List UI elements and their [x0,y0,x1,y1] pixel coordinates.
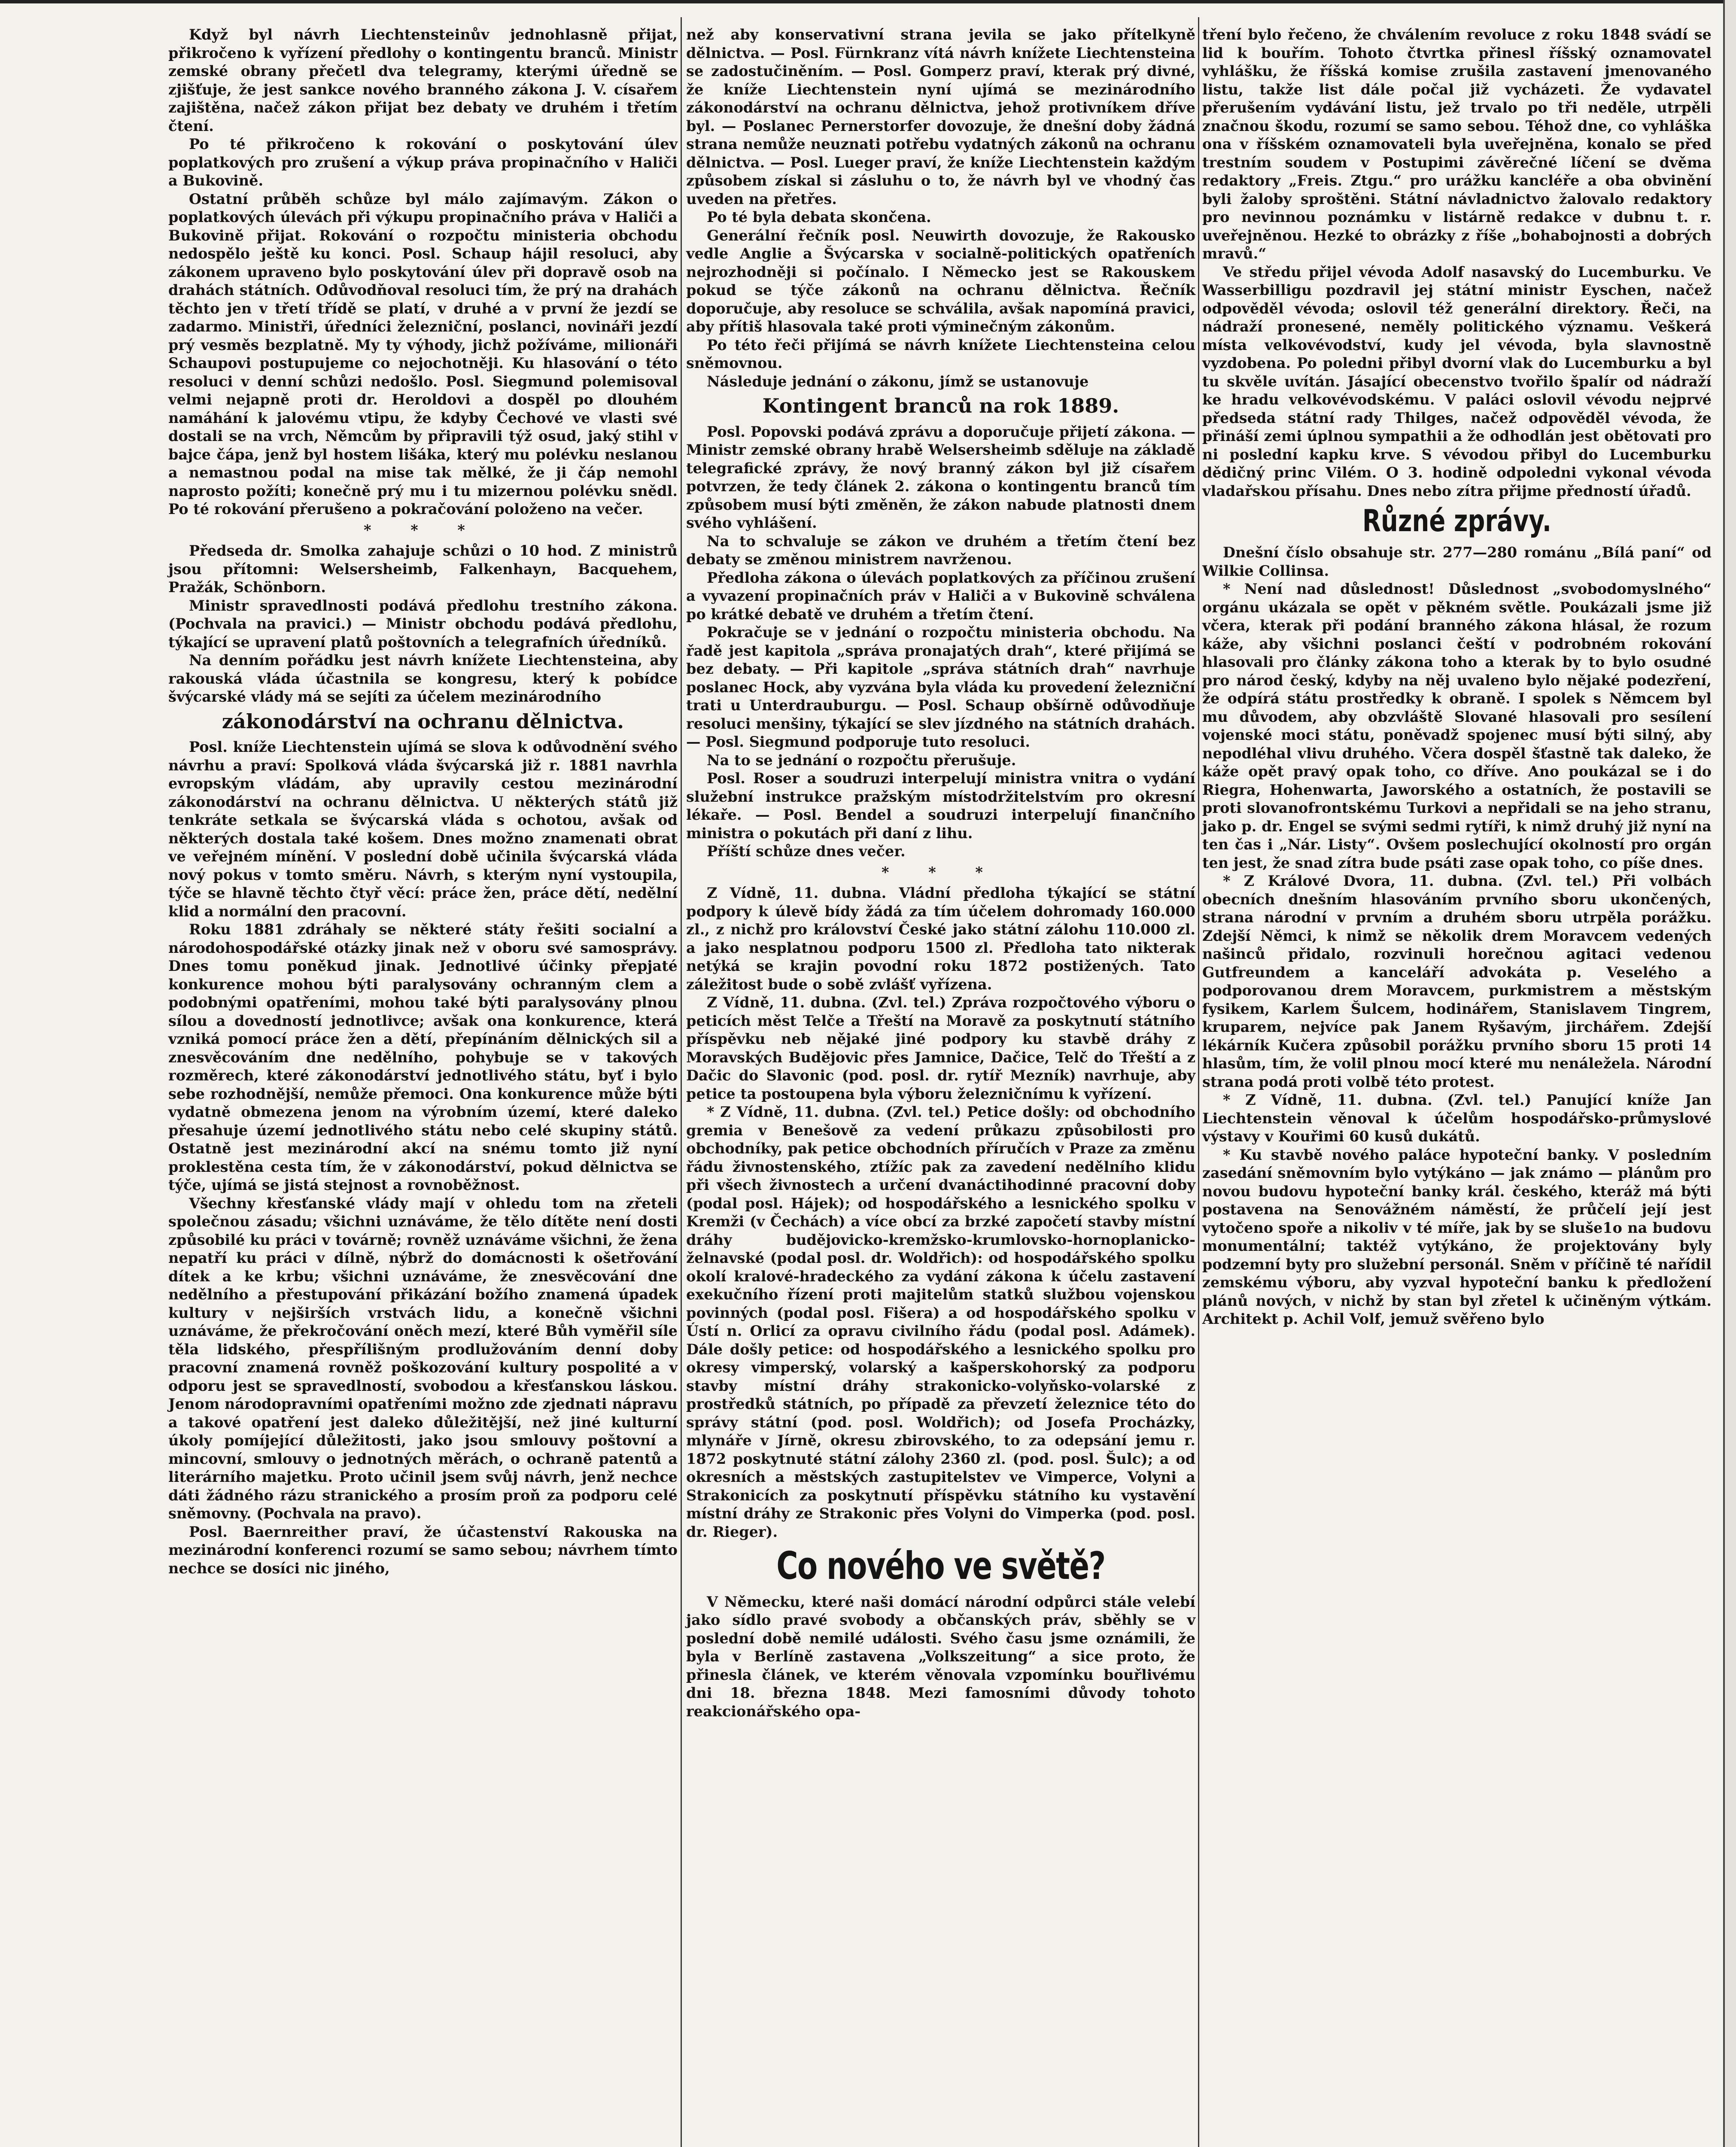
paragraph: Příští schůze dnes večer. [707,843,906,860]
paragraph: * Z Vídně, 11. dubna. (Zvl. tel.) Panující kníže Jan Liechtenstein věnoval k účelům hospodářsko-průmyslové výstavy v Kouřimi 60 kusů dukátů. [1202,1092,1712,1145]
section-stars: * * * [364,521,482,538]
right-edge [1723,0,1736,2147]
top-rule [0,0,1736,3]
section-heading: Co nového ve světě? [776,1544,1105,1588]
paragraph: Z Vídně, 11. dubna. Vládní předloha týkající se státní podpory k úlevě bídy žádá za tím účelem dohromady 160.000 zl., z nichž pro království České jako státní zálohu 110.000 zl. a jako nesplatnou podporu 1500 zl. Předloha tato nikterak netýká se krajin povodní roku 1872 postižených. Tato záležitost bude o sobě zvlášť vyřízena. [686,885,1195,993]
paragraph: tření bylo řečeno, že chválením revoluce z roku 1848 svádí se lid k bouřím. Tohoto čtvrtka přinesl říšský oznamovatel vyhlášku, že říšská komise zrušila zastavení jmenovaného listu, takže list dále počal již vycházeti. Že vydavatel přerušením vydávání listu, jež trvalo po tři neděle, utrpěli značnou škodu, rozumí se samo sebou. Téhož dne, co vyhláška ona v říšském oznamovateli byla uveřejněna, konalo se před trestním soudem v Postupimi závěrečné líčení se dvěma redaktory „Freis. Ztgu.“ pro urážku kancléře a oba obvinění byli žaloby sproštěni. Státní návladnictvo žalovalo redaktory pro nevinnou poznámku v listárně redakce v dubnu t. r. uveřejněnou. Hezké to obrázky z říše „bohabojnosti a dobrých mravů.“ [1202,26,1712,262]
paragraph: * Z Králové Dvora, 11. dubna. (Zvl. tel.) Při volbách obecních dnešním hlasováním prvního sboru ukončených, strana národní v prvním a druhém sboru utrpěla porážku. Zdejší Němci, k nimž se několik drem Moravcem vedených našinců přidalo, rozvinuli horečnou agitaci vedenou Gutfreundem a kanceláří advokáta p. Veselého a podporovanou drem Moravcem, purkmistrem a městským fysikem, Karlem Šulcem, hodinářem, Stanislavem Tingrem, kruparem, nejvíce pak Janem Ryšavým, jirchářem. Zdejší lékárník Kučera způsobil porážku prvního sboru 15 proti 14 hlasům, tím, že volil plnou mocí které mu nenáležela. Národní strana podá proti volbě této protest. [1202,873,1712,1090]
paragraph: Na to schvaluje se zákon ve druhém a třetím čtení bez debaty se změnou ministrem navrženou. [686,532,1195,568]
paragraph: Následuje jednání o zákonu, jímž se ustanovuje [707,373,1089,390]
paragraph: Všechny křesťanské vlády mají v ohledu tom na zřeteli společnou zásadu; všichni uznáváme, že tělo dítěte není dosti způsobilé ku práci v továrně; rovněž uznáváme všichni, že žena nepatří ku práci v dílně, nýbrž do domácnosti k ošetřování dítek a ke krbu; všichni uznáváme, že znesvěcování dne nedělního a přestupování přikázání božího znamená úpadek kultury v nejširších vrstvách lidu, a konečně všichni uznáváme, že překročování oněch mezí, které Bůh vyměřil síle těla lidského, přespřílišným prodlužováním denní doby pracovní znamená rovněž poškozování kultury pospolité a v odporu jest se spravedlností, svobodou a křesťanskou láskou. Jenom národopravními opatřeními možno zde zjednati nápravu a takové opatření jest daleko důležitější, než jiné kulturní úkoly pomíjející důležitosti, jako jsou smlouvy poštovní a mincovní, smlouvy o jednotných měrách, o ochraně patentů a literárního majetku. Proto učinil jsem svůj návrh, jenž nechce dáti žádného rázu stranického a prosím proň za podporu celé sněmovny. (Pochvala na pravo). [168,1195,678,1522]
paragraph: Posl. Baernreither praví, že účastenství Rakouska na mezinárodní konferenci rozumí se samo sebou; návrhem tímto nechce se dosíci nic jiného, [168,1523,678,1577]
paragraph: Předseda dr. Smolka zahajuje schůzi o 10 hod. Z ministrů jsou přítomni: Welsersheimb, Falkenhayn, Bacquehem, Pražák, Schönborn. [168,542,678,596]
column-2 [686,26,1195,1721]
paragraph: Na denním pořádku jest návrh knížete Liechtensteina, aby rakouská vláda účastnila se kongresu, který k pobídce švýcarské vlády má se sejíti za účelem mezinárodního [168,652,678,705]
paragraph: Ve středu přijel vévoda Adolf nasavský do Lucemburku. Ve Wasserbilligu pozdravil jej státní ministr Eyschen, načež odpověděl vévoda; oslovil též generální direktory. Řeči, na nádraží pronesené, neměly politického významu. Veškerá místa velkovévodství, kudy jel vévoda, byla slavnostně vyzdobena. Po poledni přibyl dvorní vlak do Lucemburku a byl tu skvěle uvítán. Jásající obecenstvo tvořilo špalír od nádraží ke hradu velkovévodskému. V paláci oslovil vévodu nejprvé předseda státní rady Thilges, načež odpověděl vévoda, že přináší zemi úplnou sympathii a že odhodlán jest obětovati pro ni poslední kapku krve. S vévodou přibyl do Lucemburku dědičný princ Vilém. O 3. hodině odpoledni vykonal vévoda vladařskou přísahu. Dnes nebo zítra přijme předností úřadů. [1202,263,1712,499]
paragraph: * Z Vídně, 11. dubna. (Zvl. tel.) Petice došly: od obchodního gremia v Benešově za vedení průkazu způsobilosti pro obchodníky, pak petice obchodních příručích v Praze za změnu řádu živnostenského, ztížíc pak za zavedení nedělního klidu při všech živnostech a určení dvanáctihodinné pracovní doby (podal posl. Hájek); od hospodářského a lesnického spolku v Kremži (v Čechách) a více obcí za brzké započetí stavby místní dráhy budějovicko-kremžsko-krumlovsko-hornoplanicko-želnavské (podal posl. dr. Woldřich): od hospodářského spolku okolí kralové-hradeckého za vydání zákona k účelu zastavení exekučního řízení proti majitelům statků službou vojenskou povinných (podal posl. Fišera) a od hospodářského spolku v Ústí n. Orlicí za opravu civilního řádu (podal posl. Adámek). Dále došly petice: od hospodářského a lesnického spolku pro okresy vimperský, volarský a kašperskohorský za podporu stavby místní dráhy strakonicko-volyňsko-volarské z prostředků státních, po případě za převzetí železnice této do správy státní (pod. posl. Woldřich); od Josefa Procházky, mlynáře v Jírně, okresu zbirovského, to za odepsání jemu r. 1872 poskytnuté státní zálohy 2360 zl. (pod. posl. Šulc); a od okresních a městských zastupitelstev ve Vimperce, Volyni a Strakonicích za poskytnutí příspěvku státního ku vystavění místní dráhy ze Strakonic přes Volyni do Vimperka (pod. posl. dr. Rieger). [686,1104,1195,1540]
section-stars: * * * [882,864,1000,881]
paragraph: Posl. Popovski podává zprávu a doporučuje přijetí zákona. — Ministr zemské obrany hrabě Welsersheimb sděluje na základě telegrafické zprávy, že nový branný zákon byl již císařem potvrzen, že tedy článek 2. zákona o kontingentu branců tím způsobem musí býti změněn, že zákon nabude platnosti dnem svého vyhlášení. [686,423,1195,532]
paragraph: * Ku stavbě nového paláce hypoteční banky. V posledním zasedání sněmovním bylo vytýkáno — jak známo — plánům pro novou budovu hypoteční banky král. českého, kteráž má býti postavena na Senovážném náměstí, že průčelí její jest vytočeno spoře a nikoliv v té míře, jak by se sluše1o na budovu monumentální; taktéž vytýkáno, že projektovány byly podzemní byty pro služební personál. Sněm v příčině té nařídil zemskému výboru, aby vyzval hypoteční banku k předložení plánů nových, v nichž by stan byl zřetel k učiněným výtkám. Architekt p. Achil Volf, jemuž svěřeno bylo [1202,1146,1712,1327]
paragraph: Na to se jednání o rozpočtu přerušuje. [707,751,1016,769]
paragraph: než aby konservativní strana jevila se jako přítelkyně dělnictva. — Posl. Fürnkranz vítá návrh knížete Liechtensteina se zadostučiněním. — Posl. Gomperz praví, kterak prý divné, že kníže Liechtenstein nyní ujímá se mezinárodního zákonodárství na ochranu dělnictva, jehož protivníkem dříve byl. — Poslanec Pernerstorfer dovozuje, že dnešní doby žádná strana nemůže neuznati potřebu vydatných zákonů na ochranu dělnictva. — Posl. Lueger praví, že kníže Liechtenstein každým způsobem získal si zásluhu o to, že návrh byl ve vhodný čas uveden na přetřes. [686,26,1195,207]
paragraph: Posl. Roser a soudruzi interpelují ministra vnitra o vydání služební instrukce pražským místodržitelstvím pro okresní lékaře. — Posl. Bendel a soudruzi interpelují finančního ministra o pokutách při daní z lihu. [686,770,1195,842]
column-separator [681,17,682,2147]
section-heading: zákonodárství na ochranu dělnictva. [222,709,624,733]
paragraph: Ostatní průběh schůze byl málo zajímavým. Zákon o poplatkových úlevách při výkupu propinačního práva v Haliči a Bukovině přijat. Rokování o rozpočtu ministeria obchodu nedospělo ještě ku konci. Posl. Schaup hájil resoluci, aby zákonem upraveno bylo poskytování úlev při dopravě osob na drahách státních. Odůvodňoval resoluci tím, že prý na drahách těchto jen v třetí třídě se platí, v druhé a v první že jezdí se zadarmo. Ministři, úředníci železniční, poslanci, novináři jezdí prý vesměs bezplatně. My ty výhody, jichž požíváme, milionáři Schaupovi postupujeme co nejochotněji. Ku hlasování o této resoluci v denní schůzi nedošlo. Posl. Siegmund polemisoval velmi nejapně proti dr. Heroldovi a dospěl po dlouhém namáhání k jalovému vtipu, že kdyby Čechové ve vlasti své dostali se na vrch, Němcům by připravili týž osud, jaký stihl v bajce čápa, jenž byl hostem lišáka, který mu polévku neslanou a nemastnou podal na mise tak mělké, že ji čáp nemohl naprosto požíti; konečně prý mu i tu mizernou polévku snědl. Po té rokování přerušeno a pokračování položeno na večer. [168,190,678,517]
section-heading: Různé zprávy. [1362,503,1552,538]
paragraph: Posl. kníže Liechtenstein ujímá se slova k odůvodnění svého návrhu a praví: Spolková vláda švýcarská již r. 1881 navrhla evropským vládám, aby upravily cestou mezinárodní zákonodárství na ochranu dělnictva. U některých států již tenkráte setkala se švýcarská vláda s ochotou, avšak od některých dostala také košem. Dnes možno znamenati obrat ve veřejném mínění. V poslední době učinila švýcarská vláda nový pokus v tomto směru. Návrh, s kterým nyní vystoupila, týče se hlavně těchto čtyř věcí: práce žen, práce dětí, nedělní klid a normální den pracovní. [168,739,678,920]
column-3 [1202,26,1712,1329]
paragraph: Z Vídně, 11. dubna. (Zvl. tel.) Zpráva rozpočtového výboru o peticích měst Telče a Třeští na Moravě za poskytnutí státního příspěvku neb nějaké jiné podpory ku stavbě dráhy z Moravských Budějovic přes Jamnice, Dačice, Telč do Třeští a z Dačic do Slavonic (pod. posl. dr. rytíř Mezník) navrhuje, aby petice ta postoupena byla výboru železničnímu k vyřízení. [686,994,1195,1102]
column-1 [168,26,678,1578]
paragraph: Pokračuje se v jednání o rozpočtu ministeria obchodu. Na řadě jest kapitola „správa pronajatých drah“, které přijímá se bez debaty. — Při kapitole „správa státních drah“ navrhuje poslanec Hock, aby vyzvána byla vláda ku provedení železniční trati u Unterdrauburgu. — Posl. Schaup obšírně odůvodňuje resoluci menšiny, týkající se slev jízdného na státních drahách. — Posl. Siegmund podporuje tuto resoluci. [686,624,1195,751]
paragraph: Předloha zákona o úlevách poplatkových za příčinou zrušení a vyvazení propinačních práv v Haliči a v Bukovině schválena po krátké debatě ve druhém a třetím čtení. [686,569,1195,623]
paragraph: * Není nad důslednost! Důslednost „svobodomyslného“ orgánu ukázala se opět v pěkném světle. Poukázali jsme již včera, kterak při podání branného zákona hlásal, že rozum káže, aby všichni poslanci čeští v podrobném rokování hlasovali pro články zákona toho a kterak by to bylo osudné pro národ český, kdyby na něj uvaleno bylo nějaké podezření, že odpírá státu prostředky k obraně. I spolek s Němcem byl mu důvodem, aby obzvláště Slované hlasovali pro sesílení vojenské moci státu, poněvadž spojenec musí býti silný, aby nepodléhal vlivu druhého. Včera dospěl šťastně tak daleko, že káže opět pravý opak toho, co dříve. Ano poukázal se i do Riegra, Hohenwarta, Jaworského a ostatních, že postavili se proti slovanofrontskému Turkovi a nepřidali se na jeho stranu, jako p. dr. Engel se svými sedmi rytíři, k nimž druhý již nyní na ten čas i „Nár. Listy“. Ovšem poslechující okolností pro orgán ten jest, že snad zítra bude psáti zase opak toho, co píše dnes. [1202,581,1712,871]
paragraph: Ministr spravedlnosti podává předlohu trestního zákona. (Pochvala na pravici.) — Ministr obchodu podává předlohu, týkající se upravení platů poštovních a telegrafních úředníků. [168,597,678,651]
paragraph: Po té byla debata skončena. [707,209,931,225]
section-heading: Kontingent branců na rok 1889. [762,394,1119,417]
paragraph: Po této řeči přijímá se návrh knížete Liechtensteina celou sněmovnou. [686,336,1195,371]
paragraph: Po té přikročeno k rokování o poskytování úlev poplatkových pro zrušení a výkup práva propinačního v Haliči a Bukovině. [168,136,678,189]
paragraph: Generální řečník posl. Neuwirth dovozuje, že Rakousko vedle Anglie a Švýcarska v socialně-politických opatřeních nejrozhodněji si počínalo. I Německo jest se Rakouskem pokud se týče zákonů na ochranu dělnictva. Řečník doporučuje, aby resoluce se schválila, avšak napomíná pravici, aby přítiš hlasovala také proti výminečným zákonům. [686,227,1195,335]
column-separator [1198,17,1199,2147]
paragraph: Když byl návrh Liechtensteinův jednohlasně přijat, přikročeno k vyřízení předlohy o kontingentu branců. Ministr zemské obrany přečetl dva telegramy, kterými úředně se zjišťuje, že jest sankce nového branného zákona J. V. císařem zajištěna, načež zákon přijat bez debaty ve druhém i třetím čtení. [168,26,678,134]
paragraph: V Německu, které naši domácí národní odpůrci stále velebí jako sídlo pravé svobody a občanských práv, sběhly se v poslední době nemilé události. Svého času jsme oznámili, že byla v Berlíně zastavena „Volkszeitung“ a sice proto, že přinesla článek, ve kterém věnovala vzpomínku bouřlivému dni 18. března 1848. Mezi famosními důvody tohoto reakcionářského opa- [686,1593,1195,1720]
paragraph: Roku 1881 zdráhaly se některé státy řešiti socialní a národohospodářské otázky jinak než v oboru své samosprávy. Dnes tomu poněkud jinak. Jednotlivé účinky přepjaté konkurence mohou býti paralysovány ochranným clem a podobnými opatřeními, mohou také býti paralysovány plnou sílou a dovedností jednotlivce; avšak ona konkurence, která vzniká pomocí práce žen a dětí, přepínáním dělnických sil a znesvěcováním dne nedělního, pohybuje se v takových rozměrech, které zákonodárství jednotlivého státu, byť i bylo sebe rozhodnější, nemůže přemoci. Ona konkurence může býti vydatně obmezena jenom na výrobním území, které daleko přesahuje území jednotlivého státu nebo celé skupiny států. Ostatně jest mezinárodní akcí na snému tomto již nyní proklestěna cesta tím, že v zákonodárství, pokud dělnictva se týče, ujímá se jistá stejnost a rovnoběžnost. [168,921,678,1194]
paragraph: Dnešní číslo obsahuje str. 277—280 románu „Bílá paní“ od Wilkie Collinsa. [1202,544,1712,579]
